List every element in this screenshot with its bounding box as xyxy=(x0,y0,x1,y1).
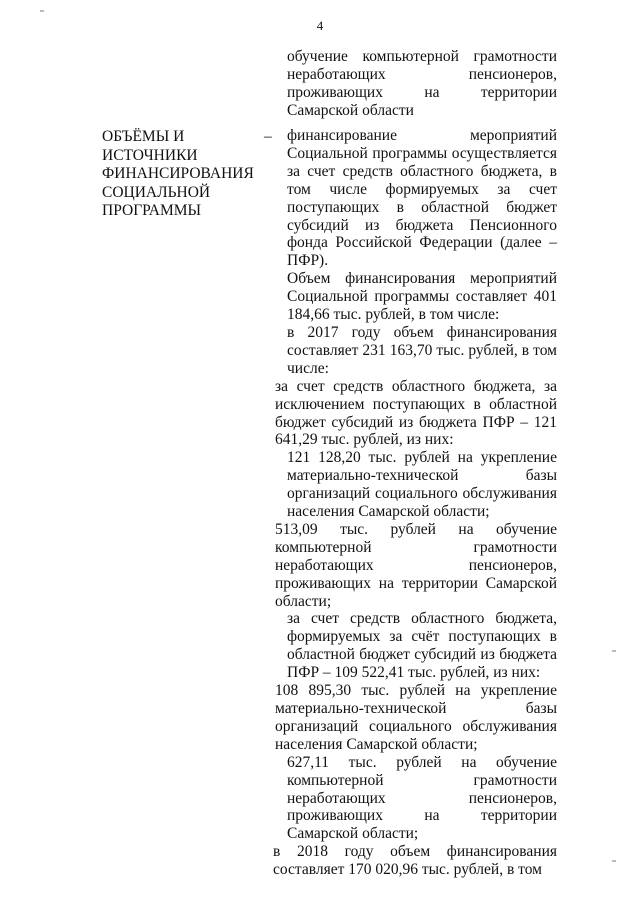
intro-paragraph: обучение компьютерной грамотности неработающих пенсионеров, проживающих на территории Самарской области xyxy=(287,48,557,119)
paragraph-2017-pfr-subsidy: за счет средств областного бюджета, формируемых за счёт поступающих в областной бюджет субсидий из бюджета ПФР – 109 522,41 тыс. рублей, из них: xyxy=(287,610,557,682)
page-number: 4 xyxy=(316,18,324,33)
paragraph-2017-total: в 2017 году объем финансирования составляет 231 163,70 тыс. рублей, в том числе: xyxy=(287,323,557,377)
section-heading-line: ОБЪЁМЫ И xyxy=(102,128,185,145)
scan-mark xyxy=(40,10,44,12)
paragraph-funding-sources: финансирование мероприятий Социальной программы осуществляется за счет средств областного бюджета, в том числе формируемых за счет поступающих в областной бюджет субсидий из бюджета Пенсионного фонда Российской Федерации (далее – ПФР). xyxy=(287,127,557,270)
section-content xyxy=(273,127,557,879)
paragraph-2017-pfr-equipment: 108 895,30 тыс. рублей на укрепление материально-технической базы организаций социального обслуживания населения Самарской области; xyxy=(275,682,557,753)
section-heading xyxy=(102,128,254,221)
paragraph-2018-total: в 2018 году объем финансирования составляет 170 020,96 тыс. рублей, в том xyxy=(273,843,557,879)
scan-mark xyxy=(612,650,616,652)
section-heading-line: ФИНАНСИРОВАНИЯ xyxy=(102,165,254,182)
paragraph-2017-regional-budget: за счет средств областного бюджета, за исключением поступающих в областной бюджет субсидий из бюджета ПФР – 121 641,29 тыс. рублей, из них: xyxy=(275,377,557,449)
paragraph-2017-regional-equipment: 121 128,20 тыс. рублей на укрепление материально-технической базы организаций социального обслуживания населения Самарской области; xyxy=(287,449,557,521)
section-heading-line: СОЦИАЛЬНОЙ xyxy=(102,183,211,201)
paragraph-total-volume: Объем финансирования мероприятий Социальной программы составляет 401 184,66 тыс. рублей, в том числе: xyxy=(287,270,557,324)
paragraph-2017-pfr-training: 627,11 тыс. рублей на обучение компьютерной грамотности неработающих пенсионеров, проживающих на территории Самарской области; xyxy=(287,753,557,843)
section-heading-line: ПРОГРАММЫ xyxy=(102,202,202,219)
section-heading-line: ИСТОЧНИКИ xyxy=(102,146,198,164)
paragraph-2017-regional-training: 513,09 тыс. рублей на обучение компьютерной грамотности неработающих пенсионеров, проживающих на территории Самарской области; xyxy=(275,520,557,610)
scan-mark xyxy=(612,860,616,862)
section-dash: – xyxy=(264,128,272,145)
